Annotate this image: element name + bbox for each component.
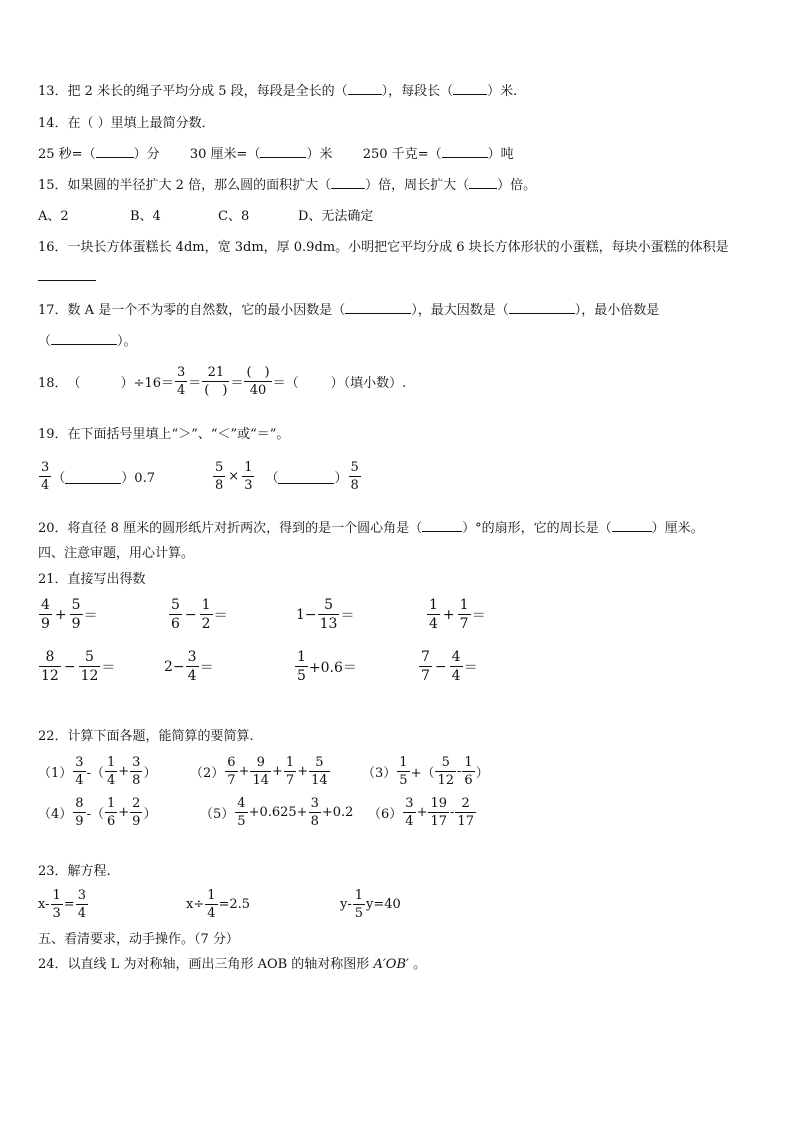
option-d[interactable]: D、无法确定 bbox=[298, 209, 374, 224]
option-b[interactable]: B、4 bbox=[130, 209, 161, 224]
calc-problem-1: （1） $\frac{3}{4}$ -（ $\frac{1}{4}$ + $\frac{3}{8}$ ） bbox=[38, 755, 157, 788]
section-4-heading: 四、注意审题，用心计算。 bbox=[38, 546, 195, 561]
answer-blank[interactable] bbox=[260, 156, 306, 158]
question-18: 18． （ ）÷16＝ $\frac{3}{4}$ ＝ $\frac{21}{( )}$ ＝ $\frac{( )}{40}$ ＝ （ ）（填小数）. bbox=[38, 365, 407, 398]
fraction: $\frac{5}{8}$ bbox=[215, 460, 224, 493]
question-24: 24．以直线 L 为对称轴，画出三角形 AOB 的轴对称图形 A′OB′ 。 bbox=[38, 957, 427, 972]
calc-item: 1− $\frac{5}{13}$ ＝ bbox=[296, 597, 355, 632]
question-15: 15．如果圆的半径扩大 2 倍，那么圆的面积扩大（ ）倍，周长扩大（ ）倍。 bbox=[38, 178, 537, 193]
answer-blank[interactable] bbox=[278, 482, 334, 484]
question-23: 23．解方程. bbox=[38, 864, 111, 879]
calc-problem-3: （3） $\frac{1}{5}$ +（ $\frac{5}{12}$ - $\frac{1}{6}$ ） bbox=[362, 755, 489, 788]
question-19-a: $\frac{3}{4}$ （ ）0.7 bbox=[41, 460, 155, 493]
question-19-b: $\frac{5}{8}$ × $\frac{1}{3}$ （ ） $\frac{5}{8}$ bbox=[215, 460, 359, 493]
option-c[interactable]: C、8 bbox=[218, 209, 250, 224]
question-17: 17．数 A 是一个不为零的自然数，它的最小因数是（ ），最大因数是（ ），最小倍数是 bbox=[38, 303, 660, 318]
calc-item: $\frac{8}{12}$ − $\frac{5}{12}$ ＝ bbox=[41, 649, 116, 684]
calc-item: $\frac{4}{9}$ + $\frac{5}{9}$ ＝ bbox=[41, 597, 98, 632]
answer-blank[interactable] bbox=[422, 530, 462, 532]
answer-blank[interactable] bbox=[51, 343, 117, 345]
question-17-line2: （ ）。 bbox=[38, 334, 137, 349]
answer-blank[interactable] bbox=[469, 187, 497, 189]
section-5-heading: 五、看清要求，动手操作。（7 分） bbox=[38, 932, 239, 947]
question-16-answer-line bbox=[38, 270, 96, 286]
answer-blank[interactable] bbox=[453, 93, 487, 95]
equation-1: x- $\frac{1}{3}$ = $\frac{3}{4}$ bbox=[38, 888, 86, 921]
question-19: 19．在下面括号里填上“＞”、“＜”或“＝”。 bbox=[38, 427, 290, 442]
calc-item: $\frac{1}{4}$ + $\frac{1}{7}$ ＝ bbox=[429, 597, 486, 632]
equation-2: x÷ $\frac{1}{4}$ =2.5 bbox=[186, 888, 251, 921]
calc-item: $\frac{5}{6}$ − $\frac{1}{2}$ ＝ bbox=[171, 597, 228, 632]
question-13: 13．把 2 米长的绳子平均分成 5 段，每段是全长的（ ），每段长（ ）米. bbox=[38, 84, 518, 99]
answer-blank[interactable] bbox=[96, 156, 134, 158]
fraction: $\frac{1}{3}$ bbox=[244, 460, 253, 493]
fraction: $\frac{3}{4}$ bbox=[177, 365, 186, 398]
calc-item: $\frac{7}{7}$ − $\frac{4}{4}$ ＝ bbox=[421, 649, 478, 684]
answer-blank[interactable] bbox=[331, 187, 365, 189]
fraction: $\frac{( )}{40}$ bbox=[246, 365, 270, 398]
question-20: 20．将直径 8 厘米的圆形纸片对折两次，得到的是一个圆心角是（ ）°的扇形，它的周长是（ ）厘米。 bbox=[38, 521, 704, 536]
option-a[interactable]: A、2 bbox=[38, 209, 69, 224]
answer-blank[interactable] bbox=[442, 156, 488, 158]
fraction: $\frac{21}{( )}$ bbox=[204, 365, 228, 398]
question-14: 14．在（ ）里填上最简分数． bbox=[38, 116, 215, 131]
answer-blank[interactable] bbox=[612, 530, 652, 532]
answer-blank[interactable] bbox=[348, 93, 382, 95]
question-16: 16．一块长方体蛋糕长 4dm，宽 3dm，厚 0.9dm。小明把它平均分成 6 块长方体形状的小蛋糕，每块小蛋糕的体积是 bbox=[38, 240, 729, 255]
calc-problem-5: （5） $\frac{4}{5}$ +0.625+ $\frac{3}{8}$ +0.2 bbox=[200, 796, 354, 829]
calc-problem-2: （2） $\frac{6}{7}$ + $\frac{9}{14}$ + $\frac{1}{7}$ + $\frac{5}{14}$ bbox=[190, 755, 328, 788]
answer-blank[interactable] bbox=[65, 482, 121, 484]
question-14-items: 25 秒=（ ）分 30 厘米=（ ）米 250 千克=（ ）吨 bbox=[38, 147, 514, 162]
calc-problem-6: （6） $\frac{3}{4}$ + $\frac{19}{17}$ - $\frac{2}{17}$ bbox=[368, 796, 474, 829]
question-21: 21．直接写出得数 bbox=[38, 572, 146, 587]
answer-blank[interactable] bbox=[509, 312, 575, 314]
fraction: $\frac{5}{8}$ bbox=[350, 460, 359, 493]
equation-3: y- $\frac{1}{5}$ y=40 bbox=[340, 888, 401, 921]
fraction: $\frac{3}{4}$ bbox=[41, 460, 50, 493]
answer-blank[interactable] bbox=[345, 312, 411, 314]
calc-problem-4: （4） $\frac{8}{9}$ -（ $\frac{1}{6}$ + $\frac{2}{9}$ ） bbox=[38, 796, 157, 829]
answer-blank[interactable] bbox=[38, 279, 96, 281]
question-22: 22．计算下面各题，能简算的要简算. bbox=[38, 729, 254, 744]
calc-item: $\frac{1}{5}$ +0.6＝ bbox=[297, 649, 357, 684]
calc-item: 2− $\frac{3}{4}$ ＝ bbox=[164, 649, 214, 684]
